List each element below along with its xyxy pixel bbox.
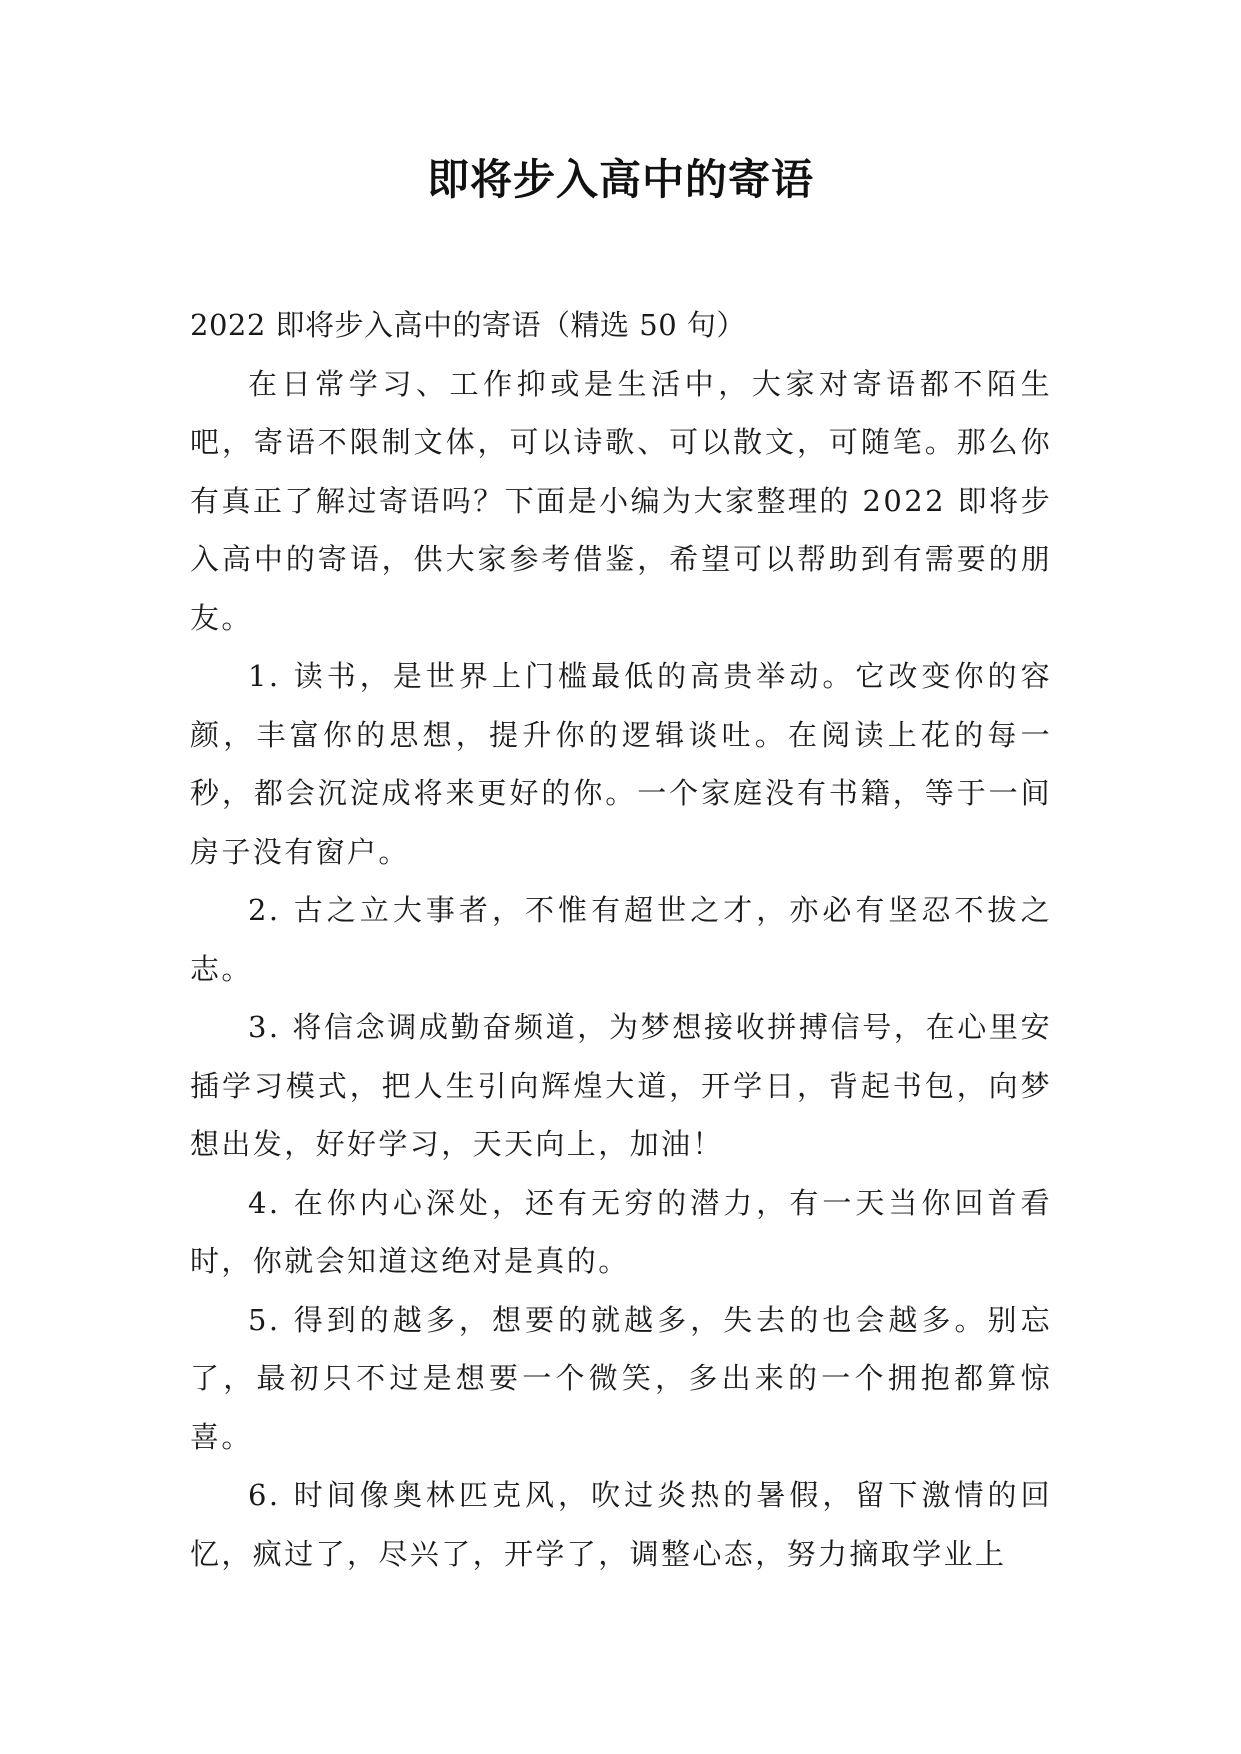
quote-paragraph-6: 6. 时间像奥林匹克风，吹过炎热的暑假，留下激情的回忆，疯过了，尽兴了，开学了，调整心态，努力摘取学业上 xyxy=(190,1478,1052,1571)
intro-paragraph: 在日常学习、工作抑或是生活中，大家对寄语都不陌生吧，寄语不限制文体，可以诗歌、可以散文，可随笔。那么你有真正了解过寄语吗？下面是小编为大家整理的 2022 即将步入高中的寄语，供大家参考借鉴，希望可以帮助到有需要的朋友。 xyxy=(190,366,1052,635)
document-subtitle: 2022 即将步入高中的寄语（精选 50 句） xyxy=(190,308,746,342)
document-body xyxy=(190,296,1052,1583)
quote-paragraph-1: 1. 读书，是世界上门槛最低的高贵举动。它改变你的容颜，丰富你的思想，提升你的逻辑谈吐。在阅读上花的每一秒，都会沉淀成将来更好的你。一个家庭没有书籍，等于一间房子没有窗户。 xyxy=(190,659,1052,869)
document-title: 即将步入高中的寄语 xyxy=(426,155,814,204)
quote-paragraph-2: 2. 古之立大事者，不惟有超世之才，亦必有坚忍不拔之志。 xyxy=(190,893,1052,986)
quote-paragraph-4: 4. 在你内心深处，还有无穷的潜力，有一天当你回首看时，你就会知道这绝对是真的。 xyxy=(190,1185,1052,1278)
quote-paragraph-5: 5. 得到的越多，想要的就越多，失去的也会越多。别忘了，最初只不过是想要一个微笑，多出来的一个拥抱都算惊喜。 xyxy=(190,1302,1052,1454)
quote-paragraph-3: 3. 将信念调成勤奋频道，为梦想接收拼搏信号，在心里安插学习模式，把人生引向辉煌大道，开学日，背起书包，向梦想出发，好好学习，天天向上，加油！ xyxy=(190,1010,1052,1161)
